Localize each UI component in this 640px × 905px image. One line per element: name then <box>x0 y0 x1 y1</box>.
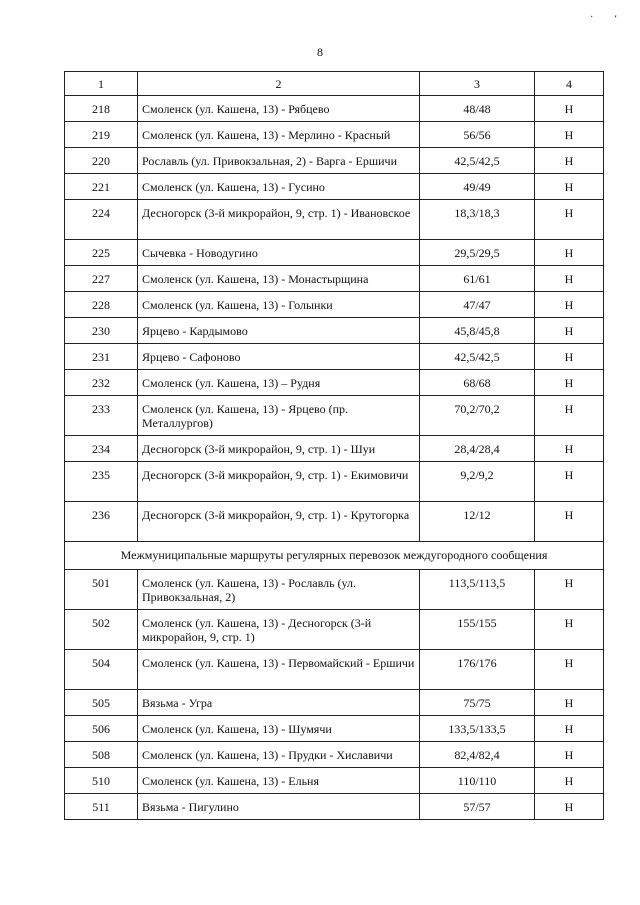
route-distance-cell: 42,5/42,5 <box>420 344 535 370</box>
route-name-cell: Ярцево - Сафоново <box>138 344 420 370</box>
table-body <box>65 96 604 820</box>
route-name-cell: Ярцево - Кардымово <box>138 318 420 344</box>
route-name-cell: Смоленск (ул. Кашена, 13) - Ярцево (пр. Металлургов) <box>138 396 420 436</box>
route-number-cell: 510 <box>65 768 138 794</box>
table-header-row <box>65 72 604 96</box>
route-name-cell: Десногорск (3-й микрорайон, 9, стр. 1) - Крутогорка <box>138 502 420 542</box>
route-name-cell: Десногорск (3-й микрорайон, 9, стр. 1) - Екимовичи <box>138 462 420 502</box>
route-number-cell: 224 <box>65 200 138 240</box>
route-distance-cell: 9,2/9,2 <box>420 462 535 502</box>
route-distance-cell: 18,3/18,3 <box>420 200 535 240</box>
column-header-3: 3 <box>420 72 535 96</box>
route-type-cell: Н <box>535 174 604 200</box>
route-distance-cell: 61/61 <box>420 266 535 292</box>
route-distance-cell: 47/47 <box>420 292 535 318</box>
route-type-cell: Н <box>535 794 604 820</box>
route-name-cell: Вязьма - Пигулино <box>138 794 420 820</box>
table-row <box>65 570 604 610</box>
route-number-cell: 235 <box>65 462 138 502</box>
table-row <box>65 610 604 650</box>
route-name-cell: Смоленск (ул. Кашена, 13) - Первомайский - Ершичи <box>138 650 420 690</box>
section-row <box>65 542 604 570</box>
route-distance-cell: 70,2/70,2 <box>420 396 535 436</box>
route-number-cell: 501 <box>65 570 138 610</box>
column-header-2: 2 <box>138 72 420 96</box>
route-name-cell: Смоленск (ул. Кашена, 13) - Рябцево <box>138 96 420 122</box>
route-type-cell: Н <box>535 318 604 344</box>
column-header-1: 1 <box>65 72 138 96</box>
column-header-4: 4 <box>535 72 604 96</box>
table-row <box>65 318 604 344</box>
route-name-cell: Сычевка - Новодугино <box>138 240 420 266</box>
route-type-cell: Н <box>535 716 604 742</box>
route-name-cell: Смоленск (ул. Кашена, 13) - Монастырщина <box>138 266 420 292</box>
route-number-cell: 228 <box>65 292 138 318</box>
route-type-cell: Н <box>535 610 604 650</box>
table-row <box>65 174 604 200</box>
route-name-cell: Смоленск (ул. Кашена, 13) - Шумячи <box>138 716 420 742</box>
route-distance-cell: 56/56 <box>420 122 535 148</box>
table-row <box>65 266 604 292</box>
section-title: Межмуниципальные маршруты регулярных перевозок междугородного сообщения <box>65 542 604 570</box>
table-row <box>65 96 604 122</box>
route-type-cell: Н <box>535 344 604 370</box>
route-type-cell: Н <box>535 436 604 462</box>
route-name-cell: Десногорск (3-й микрорайон, 9, стр. 1) - Ивановское <box>138 200 420 240</box>
route-name-cell: Смоленск (ул. Кашена, 13) - Ельня <box>138 768 420 794</box>
route-type-cell: Н <box>535 650 604 690</box>
route-number-cell: 502 <box>65 610 138 650</box>
route-number-cell: 231 <box>65 344 138 370</box>
route-number-cell: 234 <box>65 436 138 462</box>
route-distance-cell: 75/75 <box>420 690 535 716</box>
table-row <box>65 292 604 318</box>
route-number-cell: 504 <box>65 650 138 690</box>
route-name-cell: Рославль (ул. Привокзальная, 2) - Варга - Ершичи <box>138 148 420 174</box>
route-distance-cell: 176/176 <box>420 650 535 690</box>
route-name-cell: Смоленск (ул. Кашена, 13) - Гусино <box>138 174 420 200</box>
route-distance-cell: 133,5/133,5 <box>420 716 535 742</box>
route-number-cell: 232 <box>65 370 138 396</box>
route-number-cell: 506 <box>65 716 138 742</box>
route-type-cell: Н <box>535 96 604 122</box>
route-distance-cell: 82,4/82,4 <box>420 742 535 768</box>
route-type-cell: Н <box>535 742 604 768</box>
route-name-cell: Вязьма - Угра <box>138 690 420 716</box>
route-type-cell: Н <box>535 266 604 292</box>
route-number-cell: 233 <box>65 396 138 436</box>
table-row <box>65 716 604 742</box>
route-name-cell: Смоленск (ул. Кашена, 13) - Десногорск (3-й микрорайон, 9, стр. 1) <box>138 610 420 650</box>
route-distance-cell: 110/110 <box>420 768 535 794</box>
table-row <box>65 650 604 690</box>
route-type-cell: Н <box>535 148 604 174</box>
route-name-cell: Смоленск (ул. Кашена, 13) - Рославль (ул. Привокзальная, 2) <box>138 570 420 610</box>
route-number-cell: 221 <box>65 174 138 200</box>
route-number-cell: 230 <box>65 318 138 344</box>
route-number-cell: 505 <box>65 690 138 716</box>
route-distance-cell: 42,5/42,5 <box>420 148 535 174</box>
route-type-cell: Н <box>535 462 604 502</box>
route-distance-cell: 49/49 <box>420 174 535 200</box>
route-type-cell: Н <box>535 200 604 240</box>
table-row <box>65 148 604 174</box>
route-number-cell: 219 <box>65 122 138 148</box>
route-number-cell: 225 <box>65 240 138 266</box>
route-name-cell: Десногорск (3-й микрорайон, 9, стр. 1) - Шуи <box>138 436 420 462</box>
table-row <box>65 370 604 396</box>
route-number-cell: 227 <box>65 266 138 292</box>
route-distance-cell: 28,4/28,4 <box>420 436 535 462</box>
route-number-cell: 220 <box>65 148 138 174</box>
route-type-cell: Н <box>535 502 604 542</box>
table-row <box>65 690 604 716</box>
route-name-cell: Смоленск (ул. Кашена, 13) – Рудня <box>138 370 420 396</box>
route-distance-cell: 113,5/113,5 <box>420 570 535 610</box>
route-number-cell: 508 <box>65 742 138 768</box>
route-name-cell: Смоленск (ул. Кашена, 13) - Прудки - Хиславичи <box>138 742 420 768</box>
route-type-cell: Н <box>535 292 604 318</box>
route-distance-cell: 45,8/45,8 <box>420 318 535 344</box>
route-number-cell: 511 <box>65 794 138 820</box>
table-row <box>65 462 604 502</box>
route-type-cell: Н <box>535 240 604 266</box>
route-type-cell: Н <box>535 396 604 436</box>
table-row <box>65 768 604 794</box>
route-type-cell: Н <box>535 370 604 396</box>
table-row <box>65 794 604 820</box>
table-row <box>65 742 604 768</box>
route-distance-cell: 155/155 <box>420 610 535 650</box>
route-number-cell: 218 <box>65 96 138 122</box>
route-distance-cell: 48/48 <box>420 96 535 122</box>
route-type-cell: Н <box>535 122 604 148</box>
table-row <box>65 436 604 462</box>
table-row <box>65 502 604 542</box>
table-row <box>65 122 604 148</box>
table-row <box>65 240 604 266</box>
routes-table <box>64 71 604 820</box>
page-number: 8 <box>317 45 323 59</box>
route-name-cell: Смоленск (ул. Кашена, 13) - Голынки <box>138 292 420 318</box>
route-type-cell: Н <box>535 768 604 794</box>
route-distance-cell: 68/68 <box>420 370 535 396</box>
route-distance-cell: 12/12 <box>420 502 535 542</box>
route-distance-cell: 29,5/29,5 <box>420 240 535 266</box>
corner-mark-right: ʻ <box>614 14 618 25</box>
route-type-cell: Н <box>535 570 604 610</box>
route-distance-cell: 57/57 <box>420 794 535 820</box>
route-number-cell: 236 <box>65 502 138 542</box>
table-row <box>65 396 604 436</box>
route-name-cell: Смоленск (ул. Кашена, 13) - Мерлино - Красный <box>138 122 420 148</box>
corner-mark-left: · <box>590 12 594 23</box>
table-row <box>65 200 604 240</box>
route-type-cell: Н <box>535 690 604 716</box>
table-row <box>65 344 604 370</box>
